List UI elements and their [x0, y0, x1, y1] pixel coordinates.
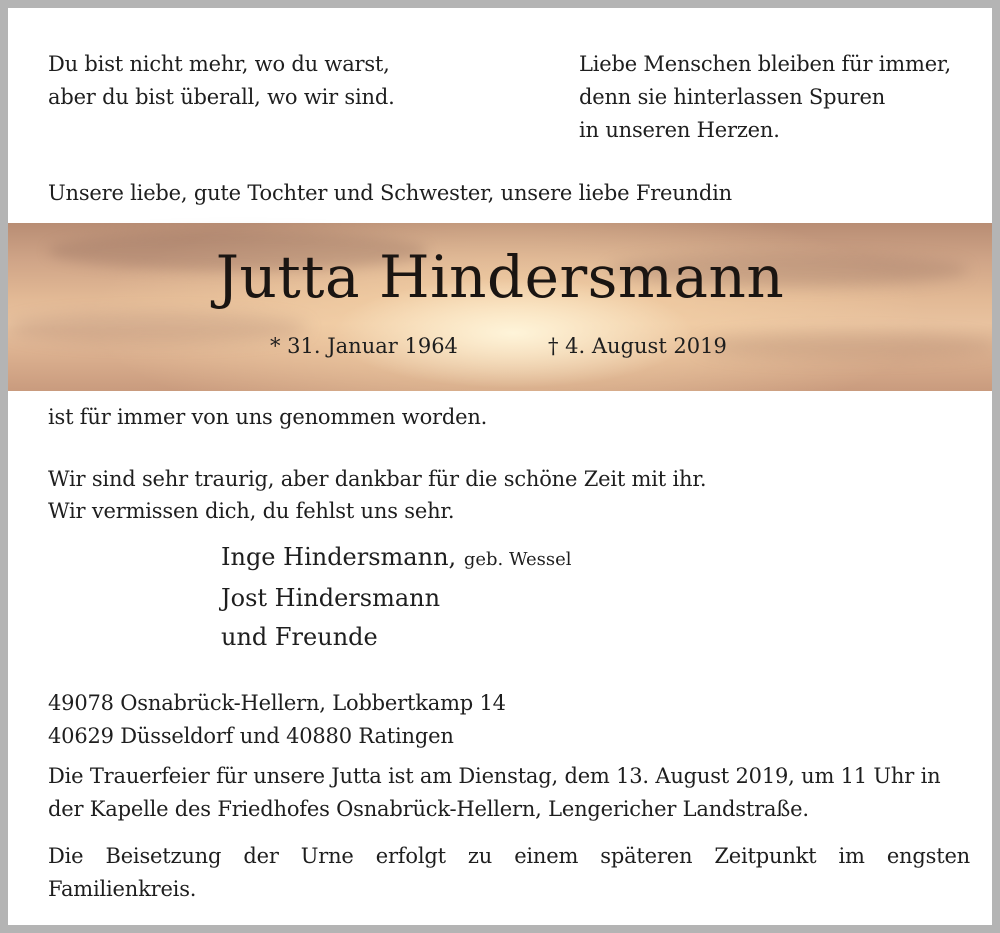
mourning-text — [48, 463, 706, 527]
intro-text: Unsere liebe, gute Tochter und Schwester, unsere liebe Freundin — [48, 181, 732, 205]
funeral-line: Die Trauerfeier für unsere Jutta ist am Dienstag, dem 13. August 2019, um 11 Uhr in — [48, 764, 941, 788]
poem-left — [48, 48, 395, 114]
cloud-shape — [698, 333, 998, 359]
mourning-line: Wir vermissen dich, du fehlst uns sehr. — [48, 499, 455, 523]
family-signatures — [221, 538, 572, 657]
mourning-line: Wir sind sehr traurig, aber dankbar für die schöne Zeit mit ihr. — [48, 467, 707, 491]
poem-right-line: denn sie hinterlassen Spuren — [579, 85, 886, 109]
poem-right — [579, 48, 951, 147]
taken-text: ist für immer von uns genommen worden. — [48, 405, 488, 429]
birth-date: * 31. Januar 1964 — [270, 334, 458, 358]
family-member — [221, 538, 572, 579]
cloud-shape — [8, 313, 308, 343]
maiden-name-note: geb. Wessel — [463, 549, 572, 570]
funeral-info — [48, 760, 940, 826]
poem-right-line: in unseren Herzen. — [579, 118, 780, 142]
deceased-name: Jutta Hindersmann — [215, 243, 785, 311]
address-line: 49078 Osnabrück-Hellern, Lobbertkamp 14 — [48, 691, 506, 715]
sunset-banner — [8, 223, 992, 391]
poem-left-line: Du bist nicht mehr, wo du warst, — [48, 52, 390, 76]
family-member-name: Inge Hindersmann, — [221, 543, 457, 571]
family-member: Jost Hindersmann — [221, 584, 441, 612]
burial-line: Die Beisetzung der Urne erfolgt zu einem späteren Zeitpunkt im engsten — [48, 844, 970, 868]
funeral-line: der Kapelle des Friedhofes Osnabrück-Hellern, Lengericher Landstraße. — [48, 797, 809, 821]
burial-info — [48, 840, 970, 906]
death-date: † 4. August 2019 — [548, 334, 727, 358]
family-member: und Freunde — [221, 623, 378, 651]
poem-right-line: Liebe Menschen bleiben für immer, — [579, 52, 951, 76]
burial-line: Familienkreis. — [48, 877, 197, 901]
address-block — [48, 687, 506, 753]
address-line: 40629 Düsseldorf und 40880 Ratingen — [48, 724, 454, 748]
poem-left-line: aber du bist überall, wo wir sind. — [48, 85, 395, 109]
